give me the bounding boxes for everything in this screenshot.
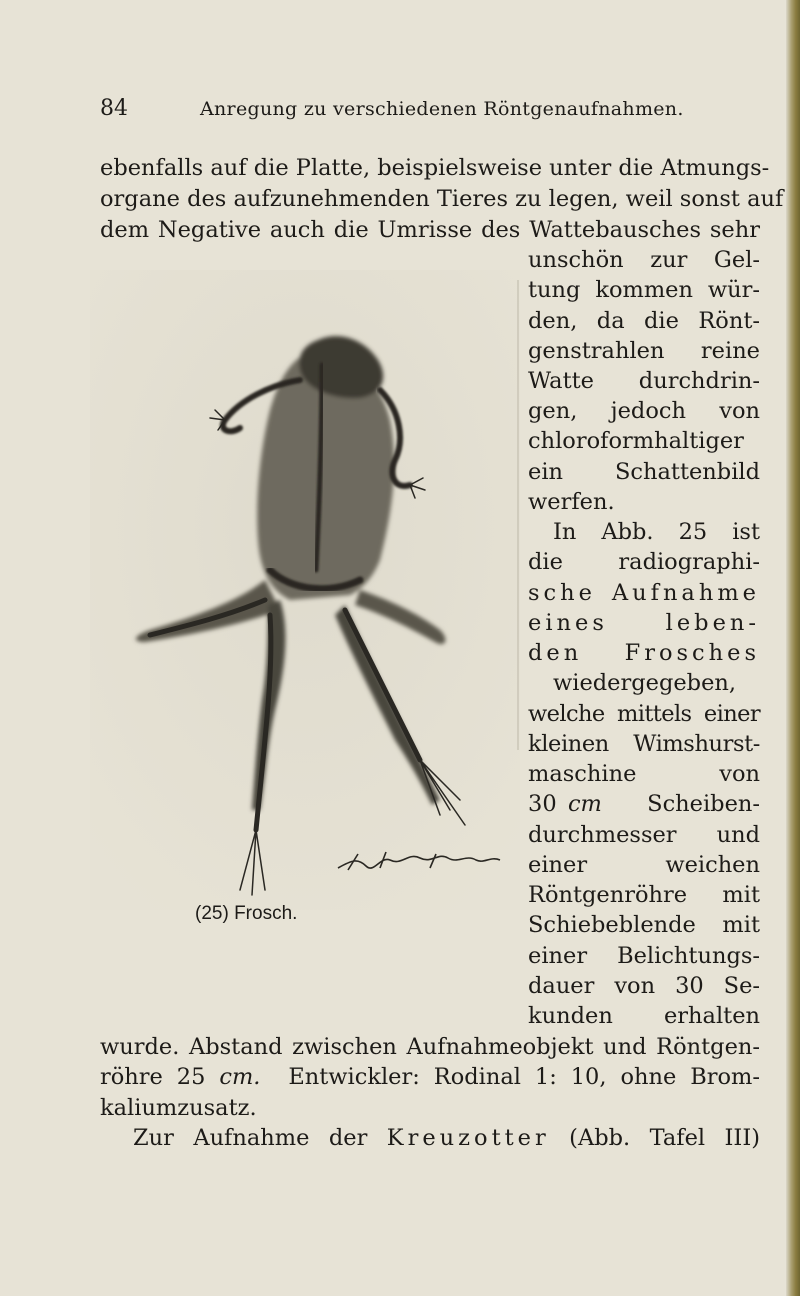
body-line: unschön zur Gel- [528, 247, 760, 273]
page-edge [786, 0, 800, 1296]
body-line: werfen. [528, 489, 615, 515]
body-line: ein Schattenbild [528, 459, 760, 485]
body-line: ebenfalls auf die Platte, beispielsweise unter die Atmungs- [100, 155, 770, 181]
body-line: den, da die Rönt- [528, 308, 760, 334]
page-number: 84 [100, 96, 128, 121]
body-line-spaced-word: Zur Aufnahme der Kreuzotter (Abb. Tafel III) [133, 1125, 760, 1151]
body-line: wiedergegeben, [553, 670, 737, 696]
body-line: dem Negative auch die Umrisse des Wattebausches sehr [100, 217, 760, 243]
page-header [100, 96, 750, 126]
body-line: maschine von [528, 761, 760, 787]
body-line-with-unit: 30 cm Scheiben- [528, 791, 760, 817]
body-line: die radiographi- [528, 549, 760, 575]
body-line: genstrahlen reine [528, 338, 760, 364]
body-line: Watte durchdrin- [528, 368, 760, 394]
body-line: Schiebeblende mit [528, 912, 760, 938]
body-line: einer weichen [528, 852, 760, 878]
running-title: Anregung zu verschiedenen Röntgenaufnahmen. [200, 98, 684, 120]
body-line: organe des aufzunehmenden Tieres zu legen, weil sonst auf [100, 186, 784, 212]
body-line: welche mittels einer [528, 701, 760, 727]
body-line: chloroformhaltiger [528, 428, 744, 454]
body-line: kleinen Wimshurst- [528, 731, 760, 757]
body-line: einer Belichtungs- [528, 943, 760, 969]
figure-caption: (25) Frosch. [195, 903, 298, 924]
body-line: kunden erhalten [528, 1003, 760, 1029]
body-line: dauer von 30 Se- [528, 973, 760, 999]
body-line-with-unit: röhre 25 cm. Entwickler: Rodinal 1: 10, ohne Brom- [100, 1064, 760, 1090]
body-line: tung kommen wür- [528, 277, 760, 303]
body-line: kaliumzusatz. [100, 1095, 257, 1121]
body-line: In Abb. 25 ist [553, 519, 760, 545]
body-line-spaced: den Frosches [528, 640, 760, 666]
body-line-spaced: sche Aufnahme [528, 580, 760, 606]
frog-radiograph [90, 270, 520, 910]
body-line: gen, jedoch von [528, 398, 760, 424]
body-line: wurde. Abstand zwischen Aufnahmeobjekt und Röntgen- [100, 1034, 760, 1060]
body-line: durchmesser und [528, 822, 760, 848]
body-line: Röntgenröhre mit [528, 882, 760, 908]
body-line-spaced: eines leben- [528, 610, 760, 636]
